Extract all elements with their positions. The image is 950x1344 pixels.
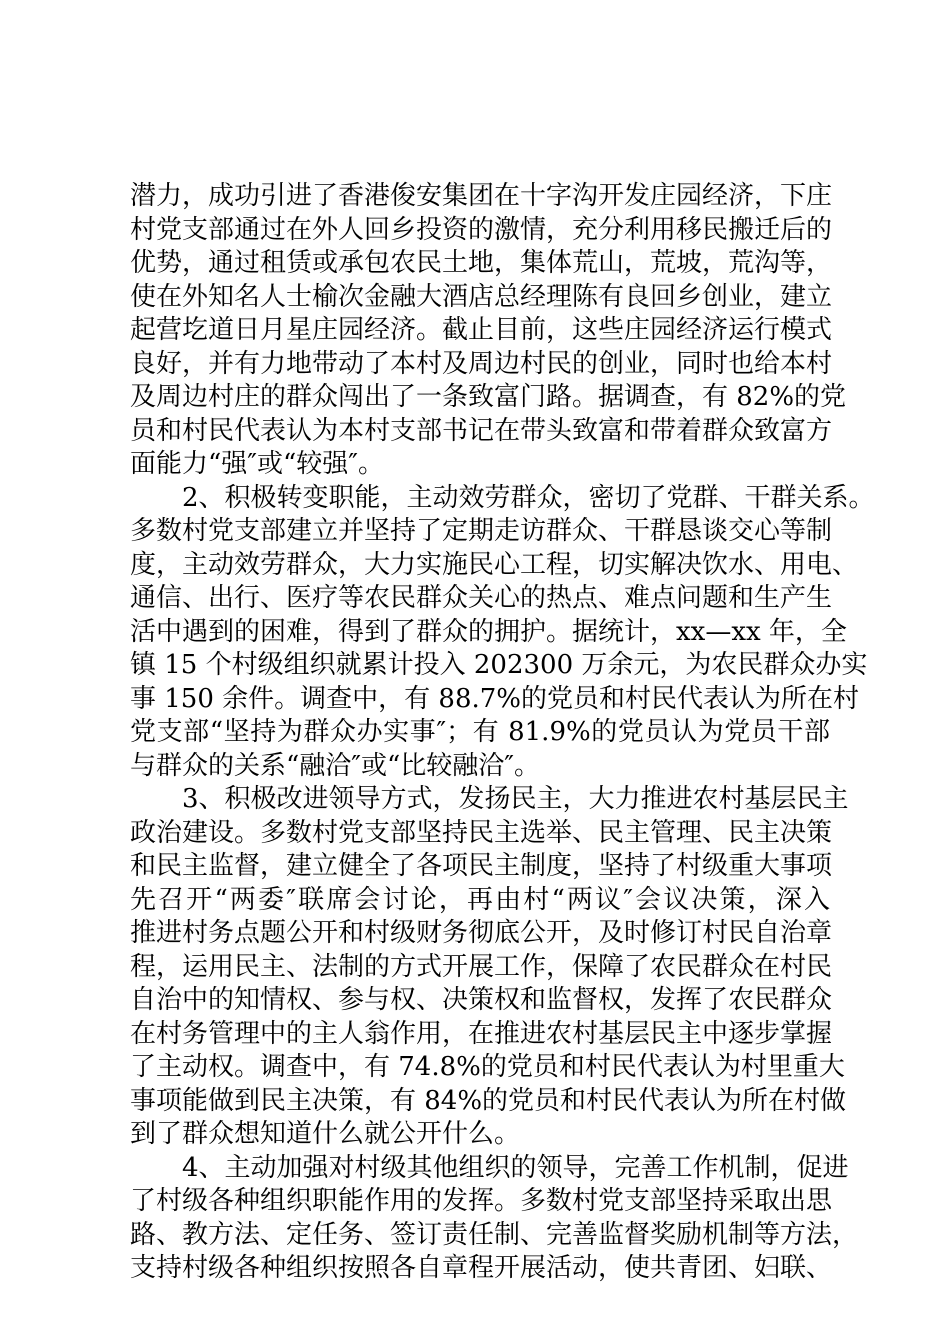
text-line: 了主动权。调查中，有 74.8%的党员和村民代表认为村里重大 — [130, 1052, 845, 1082]
text-line: 事项能做到民主决策，有 84%的党员和村民代表认为所在村做 — [130, 1085, 847, 1116]
text-line: 事 150 余件。调查中，有 88.7%的党员和村民代表认为所在村 — [130, 683, 860, 714]
text-line: 自治中的知情权、参与权、决策权和监督权，发挥了农民群众 — [130, 985, 833, 1015]
text-line: 优势，通过租赁或承包农民土地，集体荒山，荒坡，荒沟等， — [130, 248, 833, 278]
text-line: 度，主动效劳群众，大力实施民心工程，切实解决饮水、用电、 — [130, 549, 859, 580]
text-line: 使在外知名人士榆次金融大酒店总经理陈有良回乡创业，建立 — [130, 281, 833, 312]
text-line: 4、主动加强对村级其他组织的领导，完善工作机制，促进 — [182, 1152, 849, 1183]
text-line: 先召开“两委″联席会讨论，再由村“两议″会议决策，深入 — [130, 884, 830, 915]
text-line: 到了群众想知道什么就公开什么。 — [130, 1119, 521, 1149]
text-line: 及周边村庄的群众闯出了一条致富门路。据调查，有 82%的党 — [130, 382, 847, 412]
text-line: 村党支部通过在外人回乡投资的激情，充分利用移民搬迁后的 — [130, 214, 833, 245]
text-line: 程，运用民主、法制的方式开展工作，保障了农民群众在村民 — [130, 951, 833, 982]
text-line: 支持村级各种组织按照各自章程开展活动，使共青团、妇联、 — [130, 1253, 833, 1283]
paragraph-3 — [130, 783, 849, 1152]
text-line: 多数村党支部建立并坚持了定期走访群众、干群恳谈交心等制 — [130, 516, 833, 546]
text-line: 推进村务点题公开和村级财务彻底公开，及时修订村民自治章 — [130, 918, 833, 948]
document-body — [130, 180, 875, 1286]
text-line: 活中遇到的困难，得到了群众的拥护。据统计，xx—xx 年，全 — [130, 616, 847, 647]
text-line: 通信、出行、医疗等农民群众关心的热点、难点问题和生产生 — [130, 583, 833, 613]
text-line: 党支部“坚持为群众办实事″；有 81.9%的党员认为党员干部 — [130, 717, 830, 747]
text-line: 路、教方法、定任务、签订责任制、完善监督奖励机制等方法， — [130, 1219, 859, 1250]
text-line: 政治建设。多数村党支部坚持民主选举、民主管理、民主决策 — [130, 817, 833, 848]
text-line: 面能力“强″或“较强″。 — [130, 449, 385, 479]
text-line: 潜力，成功引进了香港俊安集团在十字沟开发庄园经济，下庄 — [130, 181, 833, 211]
text-line: 良好，并有力地带动了本村及周边村民的创业，同时也给本村 — [130, 348, 833, 379]
text-line: 3、积极改进领导方式，发扬民主，大力推进农村基层民主 — [182, 784, 849, 814]
text-line: 员和村民代表认为本村支部书记在带头致富和带着群众致富方 — [130, 415, 833, 446]
text-line: 和民主监督，建立健全了各项民主制度，坚持了村级重大事项 — [130, 851, 833, 881]
text-line: 了村级各种组织职能作用的发挥。多数村党支部坚持采取出思 — [130, 1186, 833, 1216]
paragraph-4 — [130, 1152, 859, 1286]
paragraph-1 — [130, 180, 847, 482]
text-line: 镇 15 个村级组织就累计投入 202300 万余元，为农民群众办实 — [130, 650, 868, 680]
text-line: 与群众的关系“融洽″或“比较融洽″。 — [130, 750, 541, 781]
paragraph-2 — [130, 482, 875, 784]
text-line: 2、积极转变职能，主动效劳群众，密切了党群、干群关系。 — [182, 482, 875, 513]
text-line: 起营圪道日月星庄园经济。截止目前，这些庄园经济运行模式 — [130, 315, 833, 345]
text-line: 在村务管理中的主人翁作用，在推进农村基层民主中逐步掌握 — [130, 1018, 833, 1049]
